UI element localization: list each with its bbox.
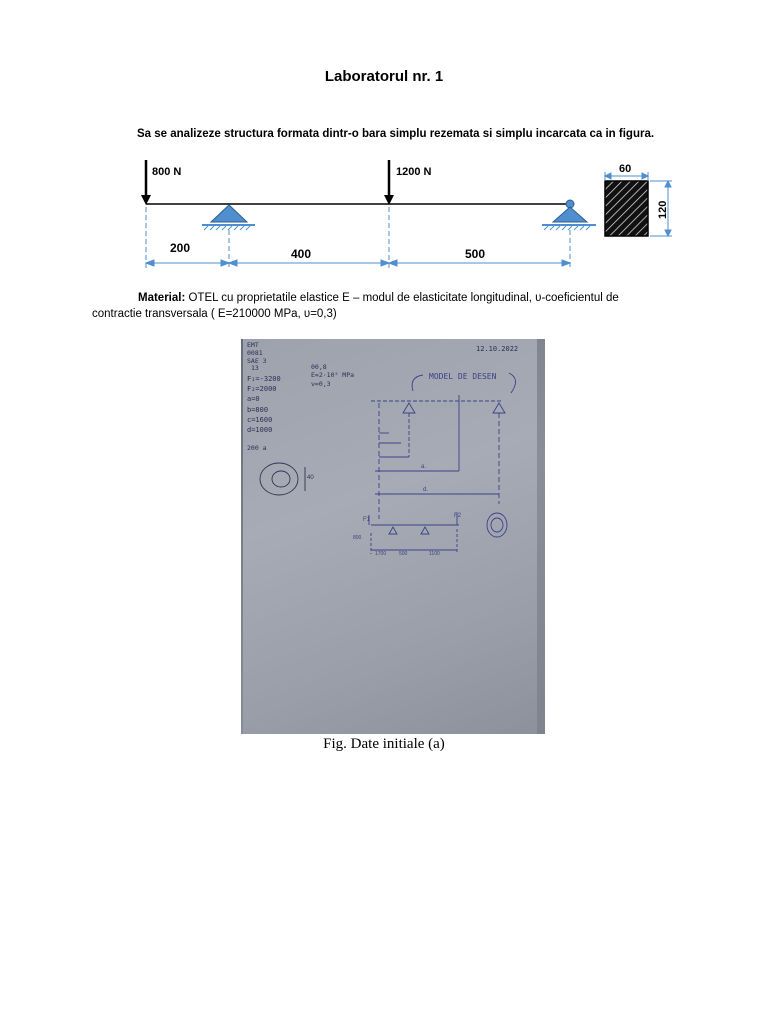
photo-note-e: E=2·10⁵ MPa bbox=[311, 371, 355, 379]
dimension-lines bbox=[146, 260, 570, 266]
page-title: Laboratorul nr. 1 bbox=[324, 68, 444, 85]
load-label-left: 800 N bbox=[152, 166, 182, 178]
photo-heading: MODEL DE DESEN bbox=[429, 372, 497, 381]
cross-section bbox=[605, 181, 648, 236]
svg-text:EMT: EMT bbox=[247, 341, 259, 349]
photo-note-2: F₂=2000 bbox=[247, 385, 277, 393]
photo-note-6: d=1000 bbox=[247, 426, 273, 434]
material-paragraph bbox=[92, 290, 702, 322]
svg-text:200 a: 200 a bbox=[247, 444, 267, 452]
svg-text:13: 13 bbox=[251, 364, 259, 372]
svg-text:40: 40 bbox=[307, 475, 314, 481]
dim-200: 200 bbox=[170, 241, 191, 255]
svg-text:800: 800 bbox=[353, 535, 362, 541]
photo-dim-2: 500 bbox=[399, 551, 408, 557]
svg-text:a.: a. bbox=[421, 464, 427, 470]
photo-note-5: c=1600 bbox=[247, 416, 273, 424]
photo-date: 12.10.2022 bbox=[476, 345, 519, 353]
svg-text:00,8: 00,8 bbox=[311, 363, 327, 371]
pin-support bbox=[202, 205, 255, 230]
svg-text:SAE 3: SAE 3 bbox=[247, 357, 267, 365]
dim-500: 500 bbox=[465, 247, 486, 261]
figure-caption: Fig. Date initiale (a) bbox=[323, 736, 445, 752]
load-arrow-left bbox=[141, 160, 151, 205]
svg-text:F1: F1 bbox=[363, 517, 371, 523]
load-label-right: 1200 N bbox=[396, 166, 432, 178]
beam-diagram bbox=[130, 155, 680, 275]
intro-text: Sa se analizeze structura formata dintr-o bara simplu rezemata si simplu incarcata ca in figura. bbox=[137, 128, 655, 140]
photo-dim-3: 1100 bbox=[429, 551, 440, 557]
svg-text:d.: d. bbox=[423, 487, 429, 493]
svg-text:F2: F2 bbox=[454, 513, 462, 519]
material-line-1: OTEL cu proprietatile elastice E – modul de elasticitate longitudinal, υ-coeficientul de bbox=[185, 292, 619, 304]
section-height-label: 120 bbox=[657, 200, 669, 219]
material-line-2: contractie transversala ( E=210000 MPa, υ=0,3) bbox=[92, 308, 337, 320]
section-width-label: 60 bbox=[619, 163, 632, 175]
handwritten-photo bbox=[241, 339, 545, 734]
photo-note-1: F₁=-3200 bbox=[247, 375, 281, 383]
dim-400: 400 bbox=[291, 247, 312, 261]
photo-note-3: a=0 bbox=[247, 395, 260, 403]
photo-note-4: b=800 bbox=[247, 406, 269, 414]
photo-sketch bbox=[241, 339, 545, 734]
photo-dim-1: 1700 bbox=[375, 551, 387, 557]
photo-note-nu: ν=0,3 bbox=[311, 380, 331, 388]
material-label: Material: bbox=[138, 292, 186, 304]
load-arrow-right bbox=[384, 160, 394, 205]
svg-text:0081: 0081 bbox=[247, 349, 263, 357]
